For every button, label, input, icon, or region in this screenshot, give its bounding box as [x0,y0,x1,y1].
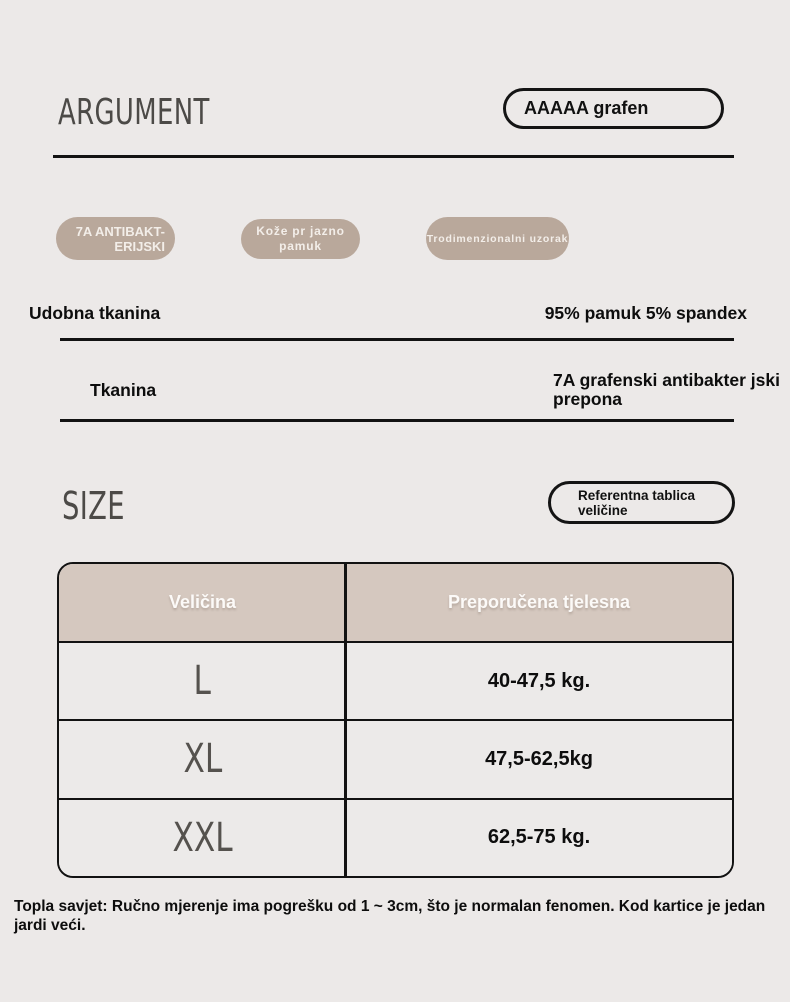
feature-badge-antibacterial [56,217,175,260]
badge-line: Trodimenzionalni uzorak [426,232,569,245]
size-table-header-weight: Preporučena tjelesna [447,592,631,612]
size-cell [59,643,346,719]
size-table-row-xl [59,719,732,797]
size-reference-button-line2: veličine [578,502,628,518]
size-section-title [62,484,149,529]
top-divider [53,155,734,158]
size-section-title-text: SIZE [62,484,125,528]
size-cell-text: L [193,658,212,705]
spec-divider-1 [60,338,734,341]
measurement-disclaimer: Topla savjet: Ručno mjerenje ima pogrešku od 1 ~ 3cm, što je normalan fenomen. Kod kartice je jedan jardi veći. [14,898,766,934]
size-table-row-l [59,641,732,719]
badge-line: ERIJSKI [114,238,165,254]
size-cell [59,800,346,876]
size-reference-table-button[interactable] [548,481,735,524]
size-table-column-divider [344,564,347,876]
spec-divider-2 [60,419,734,422]
spec-label-comfort-fabric: Udobna tkanina [29,303,161,323]
brand-title [58,91,269,133]
size-table-row-xxl [59,798,732,876]
size-table-header-size: Veličina [168,592,237,612]
badge-line: pamuk [279,239,322,253]
weight-cell: 62,5-75 kg. [487,826,591,849]
size-reference-button-line1: Referentna tablica [578,487,696,503]
weight-cell: 40-47,5 kg. [487,669,591,692]
spec-value-fabric-composition: 95% pamuk 5% spandex [544,303,747,323]
grafen-grade-button[interactable] [503,88,724,129]
size-table [57,562,734,878]
size-cell [59,721,346,797]
feature-badge-3d-pattern [426,217,569,260]
weight-cell: 47,5-62,5kg [485,747,593,770]
badge-line: 7A ANTIBAKT- [75,223,165,239]
feature-badge-skin-friendly-cotton [241,219,360,259]
badge-line: Kože pr jazno [256,224,345,238]
grafen-grade-label: AAAAA grafen [524,98,649,118]
size-cell-text: XXL [172,814,233,861]
spec-value-fabric-type: 7A grafenski antibakter jski prepona [553,370,780,409]
brand-title-text: ARGUMENT [58,92,210,133]
size-table-header-row [59,564,732,641]
size-cell-text: XL [183,736,222,783]
spec-label-fabric: Tkanina [90,380,157,400]
